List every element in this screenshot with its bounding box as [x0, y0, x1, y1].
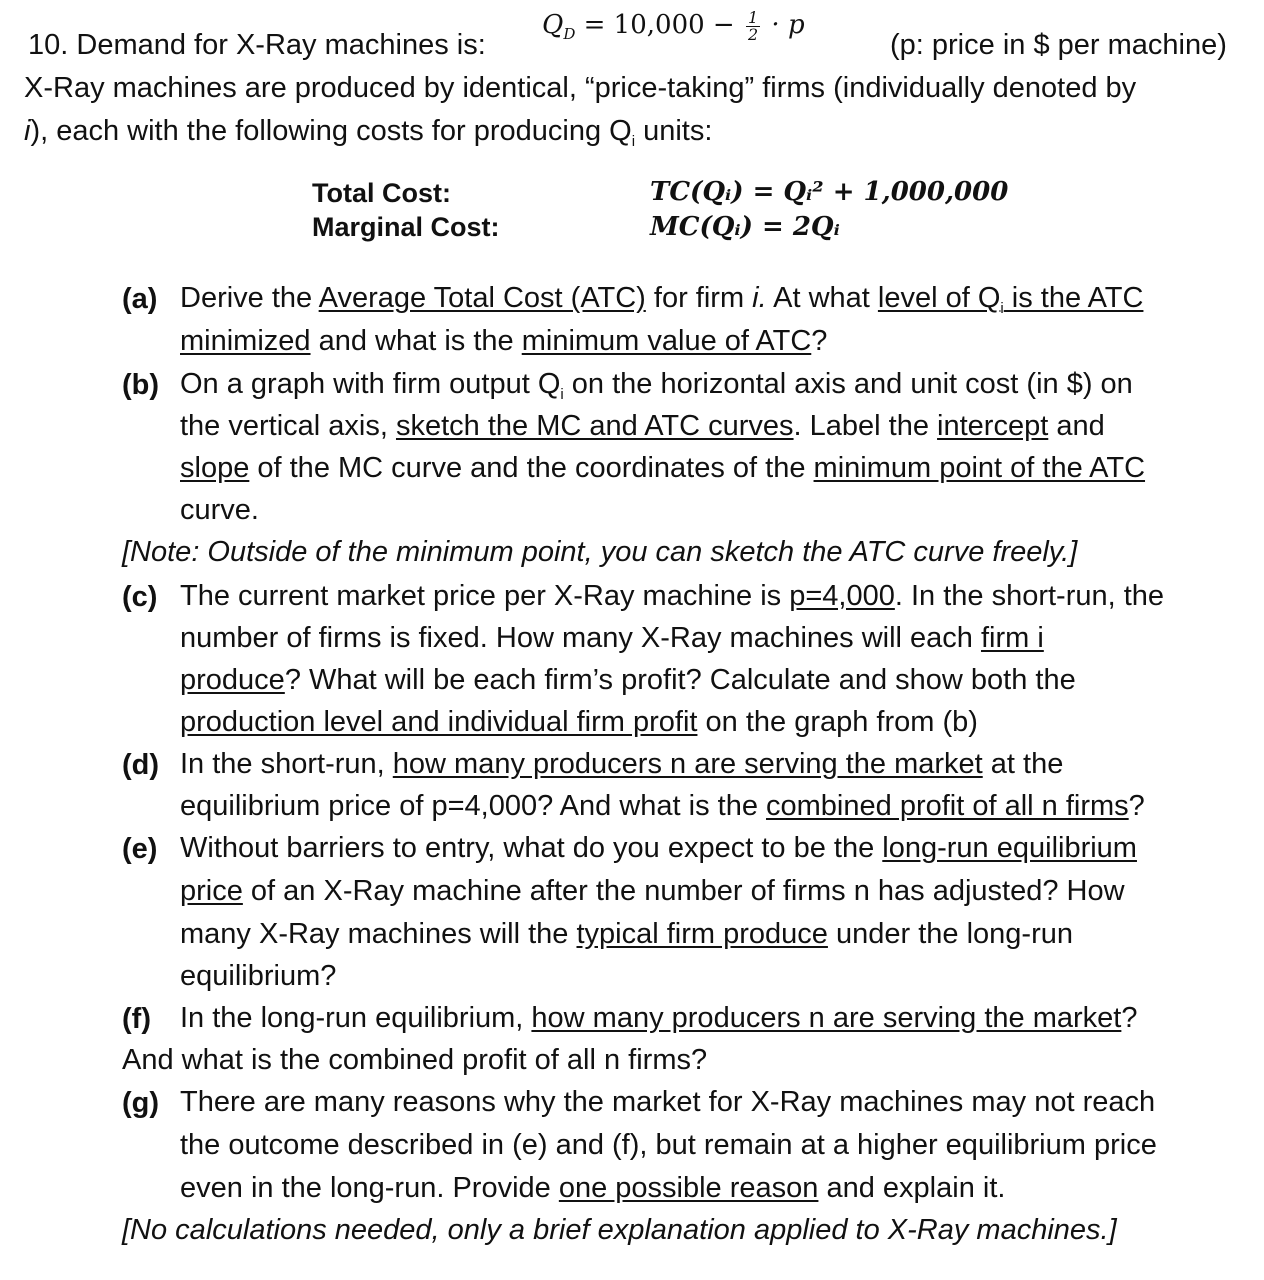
question-c-line-3: produce? What will be each firm’s profit? Calculate and show both the	[180, 664, 1076, 696]
total-cost-equation: TC(Qᵢ) = Qᵢ² + 1,000,000	[650, 177, 1009, 207]
question-c-line-1: The current market price per X-Ray machine is p=4,000. In the short-run, the	[180, 580, 1165, 612]
question-f-line-1: In the long-run equilibrium, how many producers n are serving the market?	[180, 1002, 1138, 1034]
question-e-line-3: many X-Ray machines will the typical firm produce under the long-run	[180, 918, 1073, 950]
intro-line-3: i), each with the following costs for producing $Q_i$ units:	[24, 115, 713, 150]
question-g-line-2: the outcome described in (e) and (f), but remain at a higher equilibrium price	[180, 1129, 1157, 1161]
demand-equation: $Q_D = 10,000$ − $\frac{1}{2}$ · p	[542, 7, 805, 44]
note-no-calculations: [No calculations needed, only a brief explanation applied to X-Ray machines.]	[122, 1214, 1117, 1246]
intro-line-2: X-Ray machines are produced by identical, “price-taking” firms (individually denoted by	[24, 72, 1137, 104]
question-c-line-2: number of firms is fixed. How many X-Ray machines will each firm i	[180, 622, 1044, 654]
question-c-label: (c)	[122, 581, 158, 613]
price-note: (p: price in $ per machine)	[890, 29, 1227, 61]
marginal-cost-equation: MC(Qᵢ) = 2Qᵢ	[650, 212, 840, 242]
problem-number: 10.	[28, 29, 69, 61]
question-b-line-4: curve.	[180, 494, 259, 526]
question-e-line-4: equilibrium?	[180, 960, 337, 992]
problem-header-line	[28, 28, 486, 62]
question-b-line-2: the vertical axis, sketch the MC and ATC curves. Label the intercept and	[180, 410, 1105, 442]
question-g-line-3: even in the long-run. Provide one possible reason and explain it.	[180, 1172, 1006, 1204]
question-g-line-1: There are many reasons why the market for X-Ray machines may not reach	[180, 1086, 1156, 1118]
question-e-line-1: Without barriers to entry, what do you expect to be the long-run equilibrium	[180, 832, 1137, 864]
question-b-line-1: On a graph with firm output $Q_i$ on the horizontal axis and unit cost (in $) on	[180, 368, 1133, 403]
question-e-line-2: price of an X-Ray machine after the number of firms n has adjusted? How	[180, 875, 1125, 907]
question-e-label: (e)	[122, 833, 158, 865]
question-f-line-2: And what is the combined profit of all n firms?	[122, 1044, 708, 1076]
question-d-label: (d)	[122, 749, 160, 781]
question-b-line-3: slope of the MC curve and the coordinates of the minimum point of the ATC	[180, 452, 1146, 484]
question-a-line-2: minimized and what is the minimum value of ATC?	[180, 325, 828, 357]
question-c-line-4: production level and individual firm profit on the graph from (b)	[180, 706, 978, 738]
question-a-label: (a)	[122, 283, 158, 315]
question-f-label: (f)	[122, 1003, 151, 1035]
demand-intro: Demand for X-Ray machines is:	[76, 29, 486, 61]
question-g-label: (g)	[122, 1087, 160, 1119]
note-atc-sketch: [Note: Outside of the minimum point, you can sketch the ATC curve freely.]	[122, 536, 1078, 568]
total-cost-label: Total Cost:	[312, 178, 451, 208]
demand-fraction: $\frac{1}{2}$	[747, 7, 759, 44]
question-a-line-1: Derive the Average Total Cost (ATC) for firm i. At what level of $Q_i$ is the ATC	[180, 282, 1144, 317]
question-d-line-2: equilibrium price of p=4,000? And what is the combined profit of all n firms?	[180, 790, 1145, 822]
marginal-cost-label: Marginal Cost:	[312, 212, 500, 242]
question-d-line-1: In the short-run, how many producers n are serving the market at the	[180, 748, 1064, 780]
question-b-label: (b)	[122, 369, 160, 401]
